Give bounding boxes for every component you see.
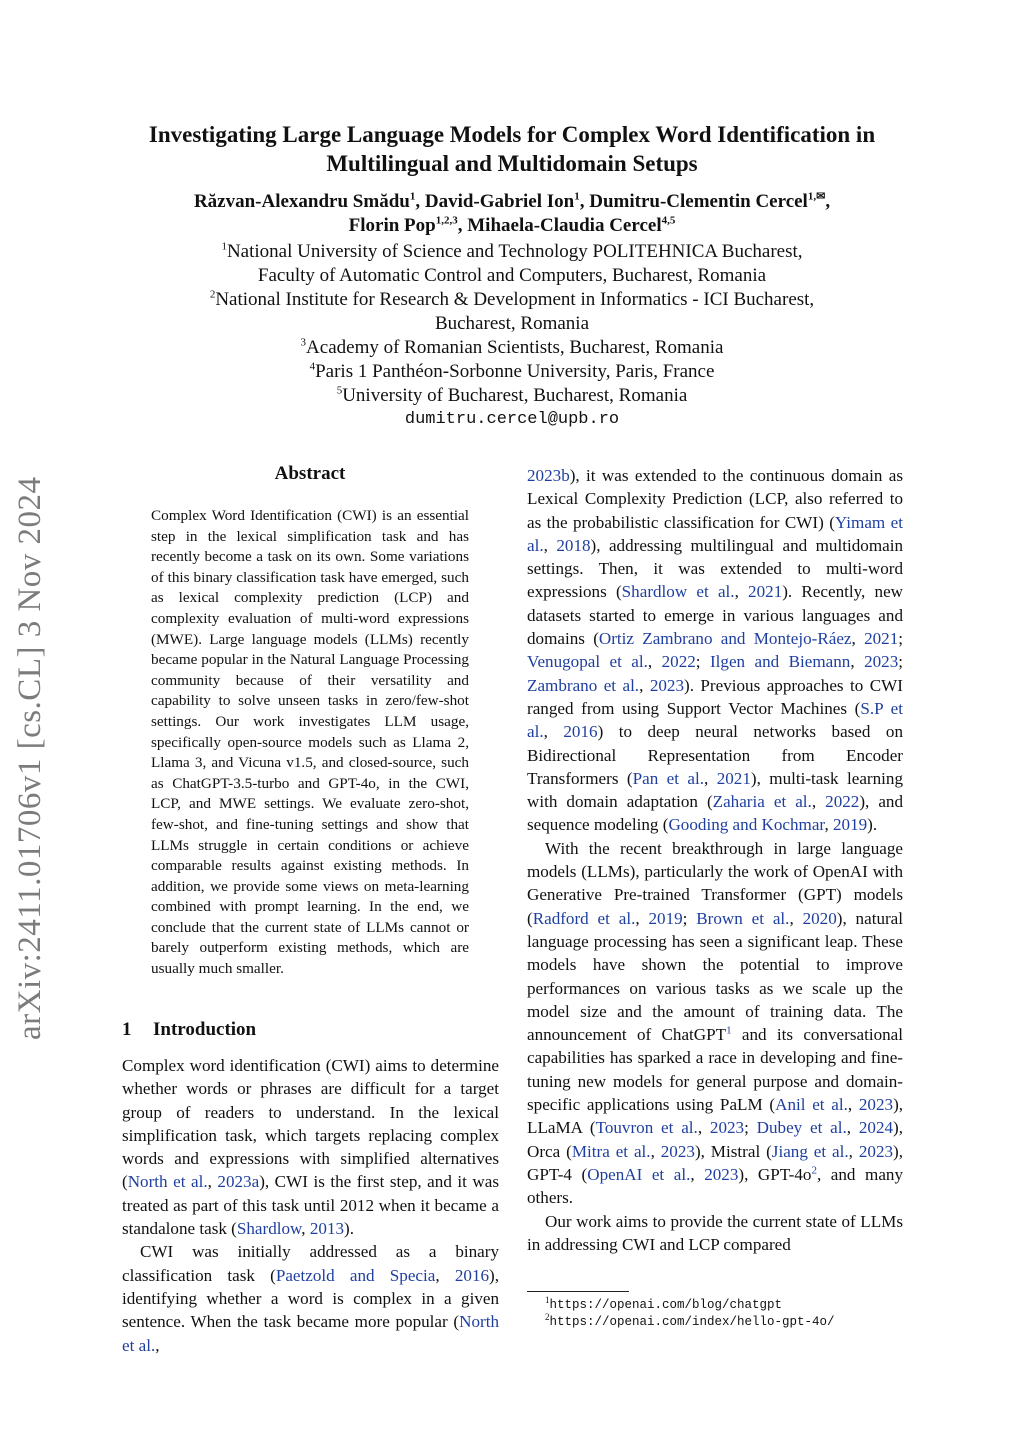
citation-link[interactable]: Yimam et al. <box>527 512 903 555</box>
affiliation-list <box>110 240 914 432</box>
citation-link[interactable]: 2021 <box>716 768 751 788</box>
author-affiliation-marker: 4,5 <box>661 214 676 227</box>
citation-link[interactable]: 2019 <box>832 815 868 835</box>
citation-link[interactable]: Mitra et al. <box>571 1141 651 1161</box>
citation-link[interactable]: Radford et al. <box>532 908 636 928</box>
affiliation: $^4$Paris 1 Panthéon-Sorbonne University, Paris, France <box>309 360 715 382</box>
footnote-url-link[interactable]: https://openai.com/index/hello-gpt-4o/ <box>549 1315 835 1329</box>
footnote-marker[interactable]: 1 <box>726 1024 732 1037</box>
footnote: $^2$https://openai.com/index/hello-gpt-4o/ <box>545 1311 835 1329</box>
author-affiliation-marker: 1,✉ <box>807 190 826 203</box>
citation-link[interactable]: Zambrano et al. <box>527 675 640 695</box>
paragraph: CWI was initially addressed as a binary classification task (Paetzold and Specia, 2016), identifying whether a word is complex in a given sentence. When the task became more popular (North et al., <box>122 1242 499 1355</box>
citation-link[interactable]: Brown et al. <box>696 908 790 928</box>
citation-link[interactable]: Venugopal et al. <box>527 652 648 672</box>
arxiv-identifier-stamp: arXiv:2411.01706v1 [cs.CL] 3 Nov 2024 <box>12 476 48 1040</box>
citation-link[interactable]: Shardlow <box>236 1219 302 1239</box>
citation-link[interactable]: Gooding and Kochmar <box>668 815 825 835</box>
affiliation: $^5$University of Bucharest, Bucharest, Romania <box>336 384 688 406</box>
paper-title <box>110 120 914 178</box>
citation-link[interactable]: 2023 <box>660 1141 695 1161</box>
citation-link[interactable]: Zaharia et al. <box>712 792 812 812</box>
citation-link[interactable]: Dubey et al. <box>756 1118 847 1138</box>
author-name: Mihaela-Claudia Cercel <box>467 215 662 236</box>
citation-link[interactable]: 2023 <box>649 675 685 695</box>
section-number: 1 <box>122 1019 132 1040</box>
author-line-2: Florin Pop$^{1,2,3}$, Mihaela-Claudia Cercel$^{4,5}$ <box>348 214 676 236</box>
author-name: Dumitru-Clementin Cercel <box>589 191 808 212</box>
citation-link[interactable]: 2023 <box>858 1095 894 1115</box>
citation-link[interactable]: 2019 <box>648 908 683 928</box>
footnote-url-link[interactable]: https://openai.com/blog/chatgpt <box>549 1298 783 1312</box>
citation-link[interactable]: 2023 <box>858 1141 894 1161</box>
citation-link[interactable]: Jiang et al. <box>771 1141 849 1161</box>
footnote: $^1$https://openai.com/blog/chatgpt <box>545 1294 783 1312</box>
citation-link[interactable]: 2022 <box>661 652 696 672</box>
section-heading-introduction <box>122 1019 256 1041</box>
citation-link[interactable]: 2022 <box>825 792 860 812</box>
citation-link[interactable]: 2023 <box>709 1118 745 1138</box>
citation-link[interactable]: 2023 <box>704 1164 739 1184</box>
citation-link[interactable]: 2023a <box>217 1172 260 1192</box>
citation-link[interactable]: Shardlow et al. <box>621 582 735 602</box>
citation-link[interactable]: 2023 <box>864 652 899 672</box>
citation-link[interactable]: 2020 <box>802 908 837 928</box>
author-affiliation-marker: 1,2,3 <box>435 214 458 227</box>
left-column-body <box>122 1054 499 1357</box>
citation-link[interactable]: Ortiz Zambrano and Montejo-Ráez <box>598 629 852 649</box>
author-name: David-Gabriel Ion <box>424 191 575 212</box>
abstract-text: Complex Word Identification (CWI) is an essential step in the lexical simplification task and has recently become a task on its own. Some variations of this binary classification task have emerged, such as lexical complexity prediction (LCP) and complexity evaluation of multi-word expressions (MWE). Large language models (LLMs) recently became popular in the Natural Language Processing community because of their versatility and capability to solve unseen tasks in zero/few-shot settings. Our work investigates LLM usage, specifically open-source models such as Llama 2, Llama 3, and Vicuna v1.5, and closed-source, such as ChatGPT-3.5-turbo and GPT-4o, in the CWI, LCP, and MWE settings. We evaluate zero-shot, few-shot, and fine-tuning settings and show that LLMs struggle in certain conditions or achieve comparable results against existing methods. In addition, we provide some views on meta-learning combined with prompt learning. In the end, we conclude that the current state of LLMs cannot or barely outperform existing methods, which are usually much smaller. <box>151 507 469 978</box>
citation-link[interactable]: Anil et al. <box>775 1095 848 1115</box>
abstract-heading: Abstract <box>274 463 346 484</box>
citation-link[interactable]: 2018 <box>556 535 591 555</box>
paragraph: With the recent breakthrough in large language models (LLMs), particularly the work of OpenAI with Generative Pre-trained Transformer (GPT) models (Radford et al., 2019; Brown et al., 2020), natural language processing has seen a significant leap. These models have shown the potential to improve performances on various tasks as we scale up the model size and the amount of training data. The announcement of ChatGPT$^1$ and its conversational capabilities has sparked a race in developing and fine-tuning new models for general purpose and domain-specific applications using PaLM (Anil et al., 2023), LLaMA (Touvron et al., 2023; Dubey et al., 2024), Orca (Mitra et al., 2023), Mistral (Jiang et al., 2023), GPT-4 (OpenAI et al., 2023), GPT-4o$^2$, and many others. <box>527 838 904 1208</box>
affiliation: $^3$Academy of Romanian Scientists, Bucharest, Romania <box>300 336 724 358</box>
citation-link[interactable]: 2016 <box>454 1265 490 1285</box>
footnote-divider <box>527 1291 629 1292</box>
affiliation: $^1$National University of Science and Technology POLITEHNICA Bucharest, <box>221 240 803 262</box>
paragraph: Our work aims to provide the current state of LLMs in addressing CWI and LCP compared <box>527 1211 903 1254</box>
citation-link[interactable]: S.P et al. <box>527 698 903 742</box>
author-name: Răzvan-Alexandru Smădu <box>193 191 410 212</box>
citation-link[interactable]: 2023b <box>527 466 570 485</box>
citation-link[interactable]: OpenAI et al. <box>587 1164 691 1184</box>
title-line-2: Multilingual and Multidomain Setups <box>326 151 698 176</box>
author-line-1: Răzvan-Alexandru Smădu$^1$, David-Gabriel Ion$^1$, Dumitru-Clementin Cercel$^{1,✉}$, <box>193 190 831 212</box>
citation-link[interactable]: 2024 <box>858 1118 894 1138</box>
citation-link[interactable]: North et al. <box>127 1172 208 1192</box>
contact-email[interactable]: dumitru.cercel@upb.ro <box>404 410 620 429</box>
author-affiliation-marker: 1 <box>574 190 580 203</box>
citation-link[interactable]: Paetzold and Specia <box>275 1265 436 1285</box>
citation-link[interactable]: Pan et al. <box>632 768 705 788</box>
citation-link[interactable]: 2013 <box>309 1219 345 1239</box>
footnotes <box>545 1294 835 1331</box>
citation-link[interactable]: North et al. <box>122 1312 499 1355</box>
affiliation: $^2$National Institute for Research & Development in Informatics - ICI Bucharest, <box>209 288 815 310</box>
section-title: Introduction <box>153 1019 257 1040</box>
author-list <box>110 190 914 238</box>
affiliation-continued: Bucharest, Romania <box>434 313 590 334</box>
affiliation-continued: Faculty of Automatic Control and Computers, Bucharest, Romania <box>257 265 767 286</box>
paragraph: 2023b), it was extended to the continuous domain as Lexical Complexity Prediction (LCP, also referred to as the probabilistic classification for CWI) (Yimam et al., 2018), addressing multilingual and multidomain settings. Then, it was extended to multi-word expressions (Shardlow et al., 2021). Recently, new datasets started to emerge in various languages and domains (Ortiz Zambrano and Montejo-Ráez, 2021; Venugopal et al., 2022; Ilgen and Biemann, 2023; Zambrano et al., 2023). Previous approaches to CWI ranged from using Support Vector Machines (S.P et al., 2016) to deep neural networks based on Bidirectional Representation from Encoder Transformers (Pan et al., 2021), multi-task learning with domain adaptation (Zaharia et al., 2022), and sequence modeling (Gooding and Kochmar, 2019). <box>527 466 904 835</box>
citation-link[interactable]: Ilgen and Biemann <box>709 652 851 672</box>
right-column-body <box>527 464 903 1256</box>
citation-link[interactable]: Touvron et al. <box>595 1118 698 1138</box>
citation-link[interactable]: 2021 <box>748 582 783 602</box>
footnote-marker[interactable]: 2 <box>811 1164 817 1177</box>
citation-link[interactable]: 2021 <box>864 629 899 649</box>
author-affiliation-marker: 1 <box>409 190 416 203</box>
paragraph: Complex word identification (CWI) aims to determine whether words or phrases are difficult for a target group of readers to understand. In the lexical simplification task, which targets replacing complex words and expressions with simplified alternatives (North et al., 2023a), CWI is the first step, and it was treated as part of this task until 2012 when it became a standalone task (Shardlow, 2013). <box>122 1056 500 1239</box>
author-name: Florin Pop <box>348 215 436 236</box>
title-line-1: Investigating Large Language Models for Complex Word Identification in <box>148 122 876 147</box>
citation-link[interactable]: 2016 <box>563 722 598 742</box>
